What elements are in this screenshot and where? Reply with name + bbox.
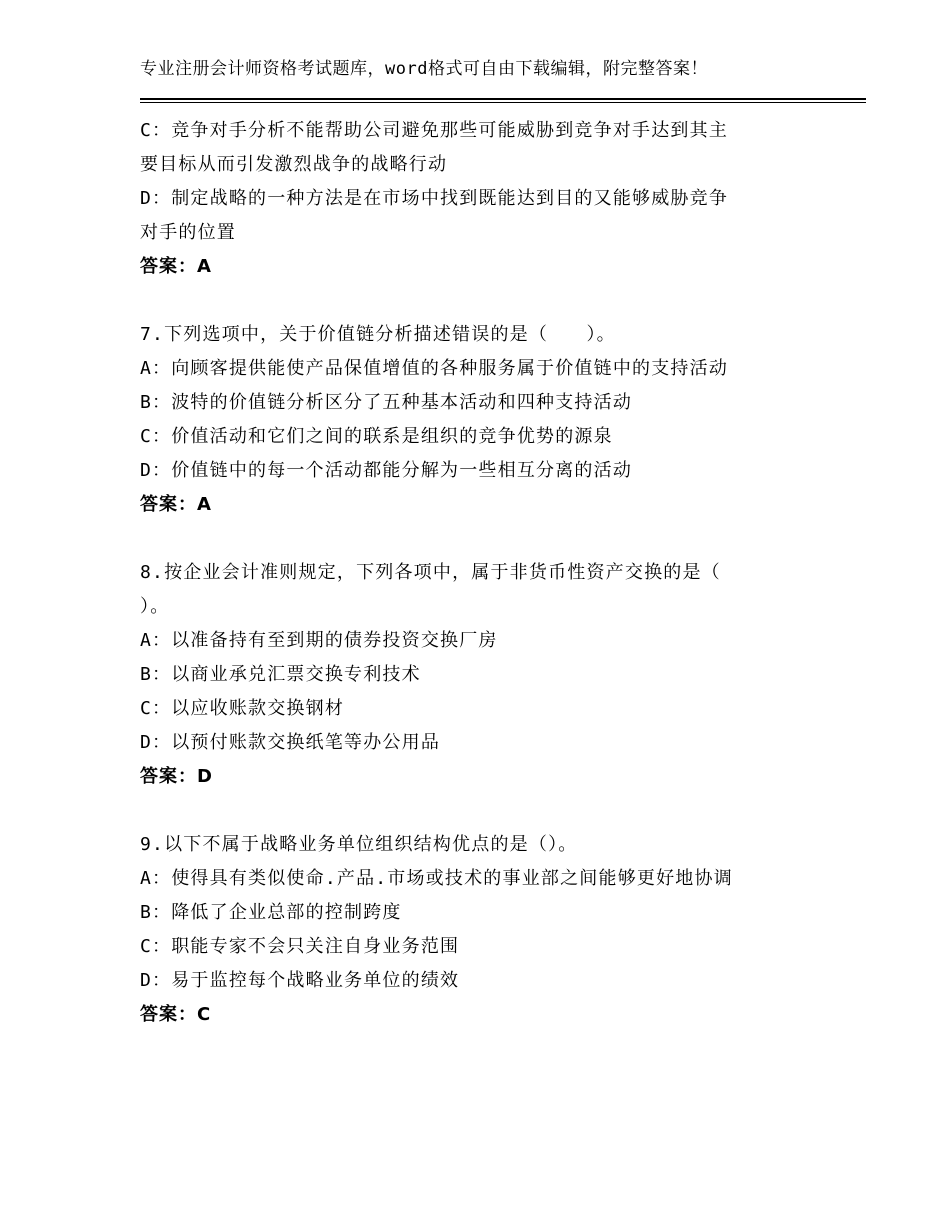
question-9 xyxy=(140,828,840,1032)
question-8 xyxy=(140,556,840,794)
option-c: C：职能专家不会只关注自身业务范围 xyxy=(140,936,460,957)
question-stem: 8.按企业会计准则规定，下列各项中，属于非货币性资产交换的是（ xyxy=(140,562,721,583)
spacer xyxy=(140,284,840,318)
option-line: D：制定战略的一种方法是在市场中找到既能达到目的又能够威胁竞争 xyxy=(140,188,729,209)
option-a: A：使得具有类似使命.产品.市场或技术的事业部之间能够更好地协调 xyxy=(140,868,733,889)
option-d: D：易于监控每个战略业务单位的绩效 xyxy=(140,970,460,991)
page-header: 专业注册会计师资格考试题库，word格式可自由下载编辑，附完整答案！ xyxy=(140,59,708,79)
option-a: A：向顾客提供能使产品保值增值的各种服务属于价值链中的支持活动 xyxy=(140,358,729,379)
question-stem: 7.下列选项中，关于价值链分析描述错误的是（ ）。 xyxy=(140,324,616,345)
option-line: 要目标从而引发激烈战争的战略行动 xyxy=(140,154,448,175)
answer-line: 答案：C xyxy=(140,1004,212,1025)
option-d: D：价值链中的每一个活动都能分解为一些相互分离的活动 xyxy=(140,460,633,481)
option-b: B：以商业承兑汇票交换专利技术 xyxy=(140,664,421,685)
option-line: 对手的位置 xyxy=(140,222,236,243)
option-b: B：降低了企业总部的控制跨度 xyxy=(140,902,402,923)
header-rule-thin xyxy=(140,102,866,103)
header-rule-thick xyxy=(140,98,866,100)
option-b: B：波特的价值链分析区分了五种基本活动和四种支持活动 xyxy=(140,392,633,413)
option-line: C：竞争对手分析不能帮助公司避免那些可能威胁到竞争对手达到其主 xyxy=(140,120,729,141)
answer-line: 答案：A xyxy=(140,494,212,515)
option-d: D：以预付账款交换纸笔等办公用品 xyxy=(140,732,441,753)
spacer xyxy=(140,522,840,556)
spacer xyxy=(140,794,840,828)
answer-line: 答案：A xyxy=(140,256,212,277)
question-7 xyxy=(140,318,840,522)
option-a: A：以准备持有至到期的债券投资交换厂房 xyxy=(140,630,498,651)
question-list xyxy=(140,114,840,1032)
option-c: C：以应收账款交换钢材 xyxy=(140,698,345,719)
question-stem: 9.以下不属于战略业务单位组织结构优点的是（）。 xyxy=(140,834,578,855)
previous-question-continuation xyxy=(140,114,840,284)
option-c: C：价值活动和它们之间的联系是组织的竞争优势的源泉 xyxy=(140,426,613,447)
answer-line: 答案：D xyxy=(140,766,213,787)
question-stem-continuation: ）。 xyxy=(140,596,170,617)
